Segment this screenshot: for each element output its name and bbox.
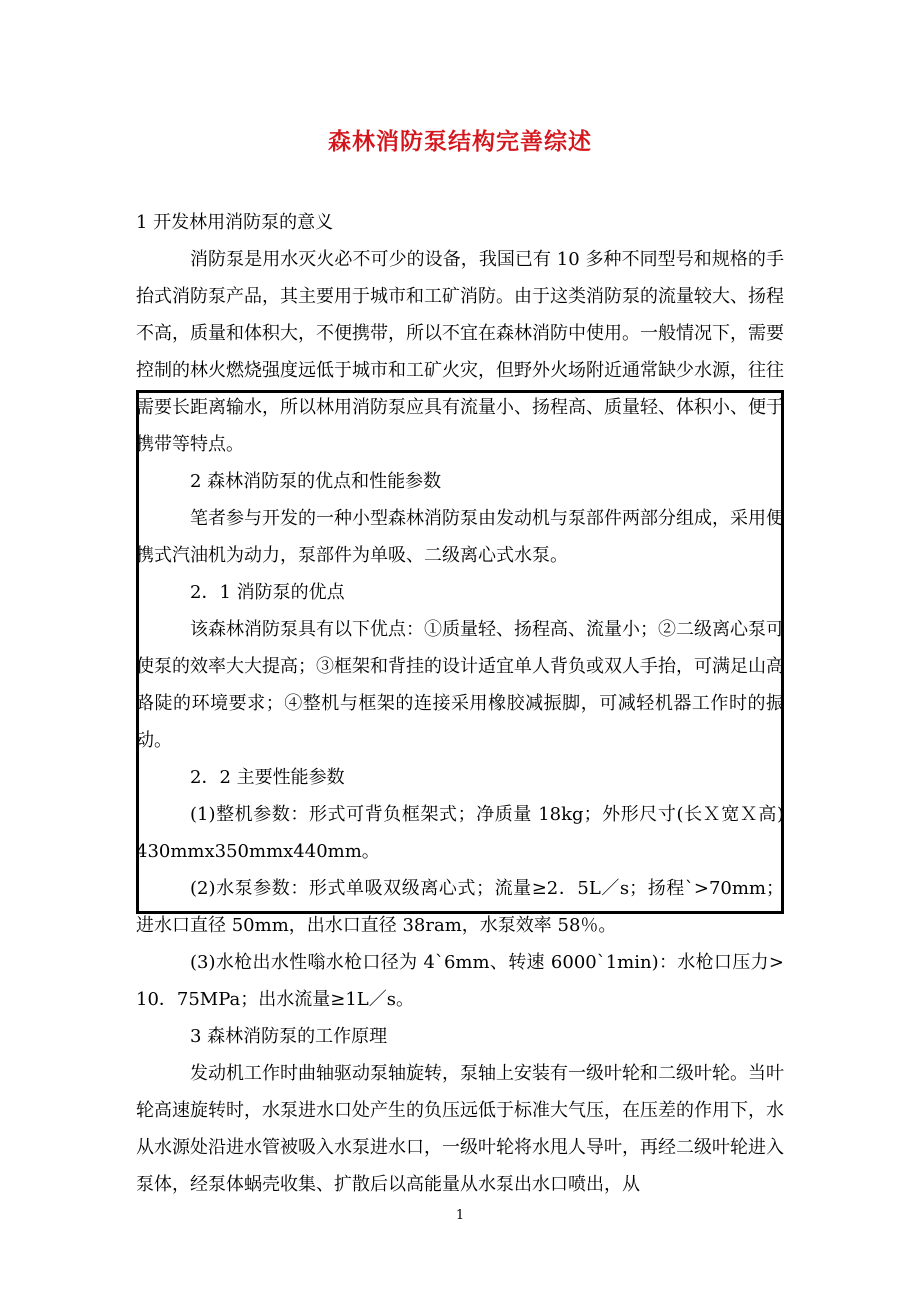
paragraph: 发动机工作时曲轴驱动泵轴旋转，泵轴上安装有一级叶轮和二级叶轮。当叶轮高速旋转时，水泵进水口处产生的负压远低于标准大气压，在压差的作用下，水从水源处沿进水管被吸入水泵进水口，一级叶轮将水甩人导叶，再经二级叶轮进入泵体，经泵体蜗壳收集、扩散后以高能量从水泵出水口喷出，从 — [136, 1063, 784, 1195]
section-heading-1: 1 开发林用消防泵的意义 — [136, 212, 334, 233]
parameter-item: (1)整机参数：形式可背负框架式；净质量 18kg；外形尺寸(长Ｘ宽Ｘ高) 430mmx350mmx440mm。 — [136, 804, 784, 862]
parameter-item: (2)水泵参数：形式单吸双级离心式；流量≥2．5L／s；扬程`>70mm；进水口直径 50mm，出水口直径 38ram，水泵效率 58％。 — [136, 878, 784, 936]
subsection-heading-2-1: 2．1 消防泵的优点 — [190, 582, 345, 603]
paragraph: 该森林消防泵具有以下优点：①质量轻、扬程高、流量小；②二级离心泵可使泵的效率大大提高；③框架和背挂的设计适宜单人背负或双人手抬，可满足山高路陡的环境要求；④整机与框架的连接采用橡胶减振脚，可减轻机器工作时的振动。 — [136, 619, 784, 751]
section-heading-2: 2 森林消防泵的优点和性能参数 — [190, 471, 442, 492]
document-body — [136, 204, 784, 1203]
subsection-heading-2-2: 2．2 主要性能参数 — [190, 767, 345, 788]
page-number: 1 — [455, 1208, 465, 1223]
parameter-item: (3)水枪出水性嗡水枪口径为 4`6mm、转速 6000`1min)：水枪口压力> 10．75MPa；出水流量≥1L／s。 — [136, 952, 784, 1010]
section-heading-3: 3 森林消防泵的工作原理 — [190, 1026, 388, 1047]
paragraph: 消防泵是用水灭火必不可少的设备，我国已有 10 多种不同型号和规格的手抬式消防泵产品，其主要用于城市和工矿消防。由于这类消防泵的流量较大、扬程不高，质量和体积大，不便携带，所以不宜在森林消防中使用。一般情况下，需要控制的林火燃烧强度远低于城市和工矿火灾，但野外火场附近通常缺少水源，往往需要长距离输水，所以林用消防泵应具有流量小、扬程高、质量轻、体积小、便于携带等特点。 — [136, 249, 784, 455]
paragraph: 笔者参与开发的一种小型森林消防泵由发动机与泵部件两部分组成，采用便携式汽油机为动力，泵部件为单吸、二级离心式水泵。 — [136, 508, 784, 566]
document-title: 森林消防泵结构完善综述 — [328, 129, 592, 155]
